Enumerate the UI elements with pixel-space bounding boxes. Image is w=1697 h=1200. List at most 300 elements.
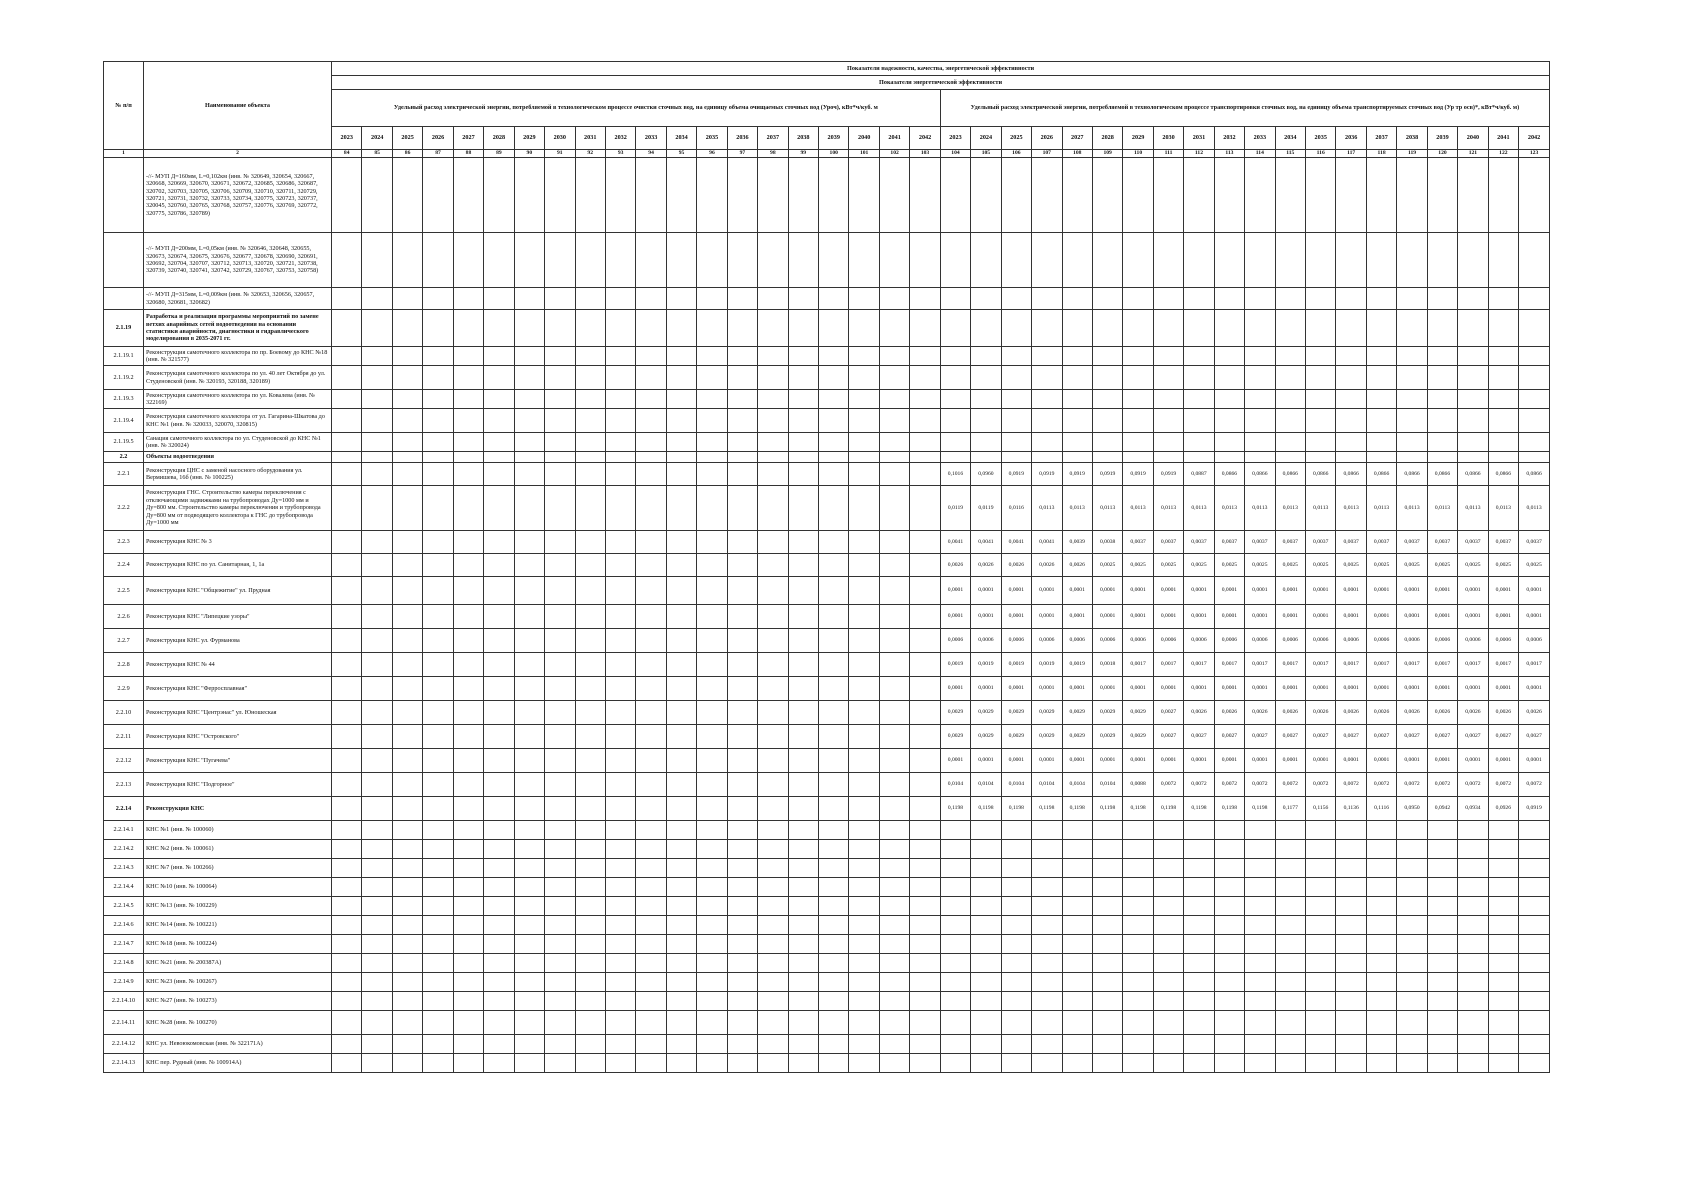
transport-value-cell: 0,0950 xyxy=(1397,797,1427,821)
treatment-value-cell xyxy=(666,701,696,725)
table-row xyxy=(104,1035,1550,1054)
transport-value-cell xyxy=(940,916,970,935)
treatment-value-cell xyxy=(849,347,879,366)
treatment-value-cell xyxy=(697,433,727,452)
treatment-value-cell xyxy=(758,859,788,878)
transport-value-cell xyxy=(940,878,970,897)
transport-value-cell: 0,0001 xyxy=(1062,577,1092,605)
treatment-value-cell xyxy=(819,935,849,954)
object-name: Реконструкция КНС "Подгорное" xyxy=(144,773,332,797)
transport-value-cell xyxy=(1123,992,1153,1011)
transport-value-cell xyxy=(1062,158,1092,233)
transport-value-cell xyxy=(1458,288,1488,310)
treatment-value-cell xyxy=(697,288,727,310)
treatment-value-cell xyxy=(879,233,909,288)
treatment-value-cell xyxy=(697,409,727,433)
header-year: 2035 xyxy=(697,127,727,150)
transport-value-cell: 0,0025 xyxy=(1488,554,1518,577)
treatment-value-cell xyxy=(788,749,818,773)
table-row xyxy=(104,897,1550,916)
table-row xyxy=(104,773,1550,797)
transport-value-cell: 0,1198 xyxy=(1184,797,1214,821)
transport-value-cell xyxy=(1427,158,1457,233)
treatment-value-cell xyxy=(666,954,696,973)
transport-value-cell: 0,0025 xyxy=(1427,554,1457,577)
transport-value-cell: 0,0866 xyxy=(1306,463,1336,486)
transport-value-cell: 0,0017 xyxy=(1306,653,1336,677)
row-number: 2.1.19.5 xyxy=(104,433,144,452)
column-number: 116 xyxy=(1306,150,1336,158)
treatment-value-cell xyxy=(362,288,392,310)
treatment-value-cell xyxy=(423,158,453,233)
transport-value-cell xyxy=(1306,433,1336,452)
treatment-value-cell xyxy=(819,347,849,366)
transport-value-cell xyxy=(1153,310,1183,347)
transport-value-cell: 0,0113 xyxy=(1123,486,1153,531)
transport-value-cell: 0,0025 xyxy=(1458,554,1488,577)
treatment-value-cell xyxy=(819,310,849,347)
treatment-value-cell xyxy=(879,1011,909,1035)
treatment-value-cell xyxy=(758,797,788,821)
object-name: Реконструкция КНС ул. Фурманова xyxy=(144,629,332,653)
transport-value-cell xyxy=(1397,310,1427,347)
object-name: Реконструкция самотечного коллектора от ул. Гагарина-Шкатова до КНС №1 (инв. № 320033, 320070, 320815) xyxy=(144,409,332,433)
transport-value-cell xyxy=(1519,409,1550,433)
transport-value-cell xyxy=(1092,366,1122,390)
treatment-value-cell xyxy=(362,973,392,992)
transport-value-cell xyxy=(1366,288,1396,310)
treatment-value-cell xyxy=(666,935,696,954)
treatment-value-cell xyxy=(697,973,727,992)
treatment-value-cell xyxy=(697,554,727,577)
treatment-value-cell xyxy=(423,233,453,288)
transport-value-cell: 0,0072 xyxy=(1488,773,1518,797)
transport-value-cell xyxy=(1123,366,1153,390)
transport-value-cell: 0,0919 xyxy=(1032,463,1062,486)
treatment-value-cell xyxy=(666,821,696,840)
row-number: 2.2.14.11 xyxy=(104,1011,144,1035)
treatment-value-cell xyxy=(788,973,818,992)
transport-value-cell xyxy=(971,973,1001,992)
treatment-value-cell xyxy=(362,859,392,878)
transport-value-cell: 0,0026 xyxy=(1184,701,1214,725)
transport-value-cell xyxy=(1458,433,1488,452)
transport-value-cell xyxy=(1427,821,1457,840)
transport-value-cell xyxy=(1184,992,1214,1011)
transport-value-cell xyxy=(1153,821,1183,840)
treatment-value-cell xyxy=(849,859,879,878)
treatment-value-cell xyxy=(697,773,727,797)
treatment-value-cell xyxy=(484,992,514,1011)
transport-value-cell xyxy=(1214,390,1244,409)
transport-value-cell xyxy=(1032,433,1062,452)
treatment-value-cell xyxy=(910,531,940,554)
transport-value-cell xyxy=(1245,452,1275,463)
transport-value-cell: 0,0006 xyxy=(1032,629,1062,653)
treatment-value-cell xyxy=(727,992,757,1011)
treatment-value-cell xyxy=(727,288,757,310)
column-number: 91 xyxy=(545,150,575,158)
treatment-value-cell xyxy=(636,859,666,878)
transport-value-cell: 0,0027 xyxy=(1306,725,1336,749)
treatment-value-cell xyxy=(332,677,362,701)
transport-value-cell xyxy=(1062,1054,1092,1073)
treatment-value-cell xyxy=(636,1011,666,1035)
treatment-value-cell xyxy=(453,821,483,840)
transport-value-cell xyxy=(1214,158,1244,233)
header-year: 2029 xyxy=(514,127,544,150)
treatment-value-cell xyxy=(758,749,788,773)
transport-value-cell: 0,0026 xyxy=(1214,701,1244,725)
treatment-value-cell xyxy=(514,992,544,1011)
treatment-value-cell xyxy=(636,954,666,973)
treatment-value-cell xyxy=(605,366,635,390)
transport-value-cell xyxy=(1214,366,1244,390)
transport-value-cell xyxy=(1092,992,1122,1011)
treatment-value-cell xyxy=(545,859,575,878)
treatment-value-cell xyxy=(697,347,727,366)
treatment-value-cell xyxy=(332,840,362,859)
transport-value-cell xyxy=(1123,840,1153,859)
transport-value-cell: 0,0887 xyxy=(1184,463,1214,486)
table-row xyxy=(104,878,1550,897)
treatment-value-cell xyxy=(636,973,666,992)
treatment-value-cell xyxy=(758,158,788,233)
treatment-value-cell xyxy=(484,233,514,288)
transport-value-cell xyxy=(940,821,970,840)
transport-value-cell: 0,0001 xyxy=(1092,577,1122,605)
header-year: 2040 xyxy=(1458,127,1488,150)
header-year: 2038 xyxy=(788,127,818,150)
treatment-value-cell xyxy=(605,486,635,531)
transport-value-cell: 0,0027 xyxy=(1397,725,1427,749)
transport-value-cell xyxy=(1366,310,1396,347)
treatment-value-cell xyxy=(910,463,940,486)
treatment-value-cell xyxy=(636,452,666,463)
treatment-value-cell xyxy=(788,158,818,233)
transport-value-cell xyxy=(1245,1054,1275,1073)
transport-value-cell xyxy=(1062,288,1092,310)
transport-value-cell xyxy=(1032,1054,1062,1073)
treatment-value-cell xyxy=(788,531,818,554)
transport-value-cell: 0,0017 xyxy=(1275,653,1305,677)
transport-value-cell: 0,0026 xyxy=(1488,701,1518,725)
treatment-value-cell xyxy=(514,629,544,653)
transport-value-cell: 0,0001 xyxy=(940,749,970,773)
treatment-value-cell xyxy=(392,797,422,821)
treatment-value-cell xyxy=(697,486,727,531)
transport-value-cell xyxy=(940,366,970,390)
treatment-value-cell xyxy=(788,347,818,366)
transport-value-cell xyxy=(1062,233,1092,288)
table-row xyxy=(104,653,1550,677)
transport-value-cell xyxy=(1032,288,1062,310)
object-name: Реконструкция КНС "Островского" xyxy=(144,725,332,749)
treatment-value-cell xyxy=(392,701,422,725)
transport-value-cell xyxy=(1184,1011,1214,1035)
transport-value-cell xyxy=(1397,366,1427,390)
treatment-value-cell xyxy=(423,859,453,878)
header-group-transport: Удельный расход электрической энергии, потребляемой в технологическом процессе транспортировки сточных вод, на единицу объема транспортируемых сточных вод (Ур тр осв)*, кВт*ч/куб. м) xyxy=(940,90,1549,127)
treatment-value-cell xyxy=(514,897,544,916)
treatment-value-cell xyxy=(879,463,909,486)
transport-value-cell xyxy=(1427,390,1457,409)
treatment-value-cell xyxy=(575,452,605,463)
transport-value-cell xyxy=(1123,878,1153,897)
treatment-value-cell xyxy=(666,653,696,677)
transport-value-cell xyxy=(1306,233,1336,288)
treatment-value-cell xyxy=(849,463,879,486)
treatment-value-cell xyxy=(605,935,635,954)
transport-value-cell xyxy=(1001,347,1031,366)
transport-value-cell xyxy=(1366,840,1396,859)
transport-value-cell xyxy=(1306,390,1336,409)
transport-value-cell: 0,0001 xyxy=(1245,577,1275,605)
treatment-value-cell xyxy=(788,840,818,859)
column-number: 112 xyxy=(1184,150,1214,158)
treatment-value-cell xyxy=(423,629,453,653)
treatment-value-cell xyxy=(423,463,453,486)
treatment-value-cell xyxy=(849,677,879,701)
treatment-value-cell xyxy=(758,577,788,605)
transport-value-cell xyxy=(1245,973,1275,992)
treatment-value-cell xyxy=(332,797,362,821)
treatment-value-cell xyxy=(819,773,849,797)
treatment-value-cell xyxy=(392,1054,422,1073)
treatment-value-cell xyxy=(788,390,818,409)
treatment-value-cell xyxy=(819,897,849,916)
treatment-value-cell xyxy=(819,390,849,409)
treatment-value-cell xyxy=(879,954,909,973)
transport-value-cell xyxy=(1092,935,1122,954)
table-row xyxy=(104,452,1550,463)
treatment-value-cell xyxy=(575,878,605,897)
transport-value-cell xyxy=(1488,433,1518,452)
row-number: 2.2.14.13 xyxy=(104,1054,144,1073)
transport-value-cell: 0,0037 xyxy=(1306,531,1336,554)
treatment-value-cell xyxy=(727,954,757,973)
transport-value-cell: 0,0025 xyxy=(1336,554,1366,577)
treatment-value-cell xyxy=(332,390,362,409)
transport-value-cell xyxy=(1214,897,1244,916)
transport-value-cell xyxy=(1062,409,1092,433)
treatment-value-cell xyxy=(879,840,909,859)
transport-value-cell xyxy=(1184,916,1214,935)
treatment-value-cell xyxy=(727,390,757,409)
transport-value-cell: 0,0866 xyxy=(1366,463,1396,486)
treatment-value-cell xyxy=(605,840,635,859)
transport-value-cell: 0,0001 xyxy=(1397,677,1427,701)
transport-value-cell: 0,0072 xyxy=(1245,773,1275,797)
transport-value-cell xyxy=(1366,859,1396,878)
transport-value-cell xyxy=(1458,158,1488,233)
treatment-value-cell xyxy=(453,773,483,797)
transport-value-cell xyxy=(1153,1011,1183,1035)
treatment-value-cell xyxy=(758,701,788,725)
transport-value-cell xyxy=(1427,916,1457,935)
treatment-value-cell xyxy=(484,797,514,821)
object-name: КНС №18 (инв. № 100224) xyxy=(144,935,332,954)
transport-value-cell: 0,0113 xyxy=(1153,486,1183,531)
treatment-value-cell xyxy=(879,310,909,347)
treatment-value-cell xyxy=(453,897,483,916)
header-year: 2041 xyxy=(1488,127,1518,150)
transport-value-cell: 0,0026 xyxy=(940,554,970,577)
transport-value-cell: 0,0001 xyxy=(1275,749,1305,773)
treatment-value-cell xyxy=(666,233,696,288)
header-year: 2032 xyxy=(1214,127,1244,150)
header-year: 2035 xyxy=(1306,127,1336,150)
column-number: 120 xyxy=(1427,150,1457,158)
transport-value-cell xyxy=(1153,233,1183,288)
treatment-value-cell xyxy=(605,531,635,554)
treatment-value-cell xyxy=(545,840,575,859)
treatment-value-cell xyxy=(666,859,696,878)
treatment-value-cell xyxy=(392,840,422,859)
header-col-name: Наименование объекта xyxy=(144,62,332,150)
row-number: 2.1.19.3 xyxy=(104,390,144,409)
row-number: 2.2.14 xyxy=(104,797,144,821)
treatment-value-cell xyxy=(575,1054,605,1073)
treatment-value-cell xyxy=(636,366,666,390)
treatment-value-cell xyxy=(666,1035,696,1054)
treatment-value-cell xyxy=(392,1011,422,1035)
header-year: 2041 xyxy=(879,127,909,150)
transport-value-cell xyxy=(1032,233,1062,288)
transport-value-cell xyxy=(940,859,970,878)
treatment-value-cell xyxy=(697,366,727,390)
treatment-value-cell xyxy=(453,452,483,463)
transport-value-cell xyxy=(1458,366,1488,390)
treatment-value-cell xyxy=(910,577,940,605)
transport-value-cell xyxy=(1275,897,1305,916)
treatment-value-cell xyxy=(362,916,392,935)
treatment-value-cell xyxy=(605,701,635,725)
treatment-value-cell xyxy=(514,701,544,725)
header-year: 2023 xyxy=(332,127,362,150)
object-name: Реконструкция ЦНС с заменой насосного оборудования ул. Вермишева, 16б (инв. № 100225) xyxy=(144,463,332,486)
header-year: 2026 xyxy=(1032,127,1062,150)
treatment-value-cell xyxy=(484,433,514,452)
transport-value-cell: 0,0017 xyxy=(1336,653,1366,677)
treatment-value-cell xyxy=(575,554,605,577)
transport-value-cell xyxy=(1214,973,1244,992)
row-number: 2.2.8 xyxy=(104,653,144,677)
transport-value-cell: 0,0017 xyxy=(1519,653,1550,677)
transport-value-cell xyxy=(1336,409,1366,433)
transport-value-cell xyxy=(1123,158,1153,233)
transport-value-cell xyxy=(1488,409,1518,433)
transport-value-cell xyxy=(1123,433,1153,452)
treatment-value-cell xyxy=(910,677,940,701)
treatment-value-cell xyxy=(910,992,940,1011)
treatment-value-cell xyxy=(392,916,422,935)
transport-value-cell: 0,1198 xyxy=(940,797,970,821)
treatment-value-cell xyxy=(697,310,727,347)
treatment-value-cell xyxy=(605,859,635,878)
treatment-value-cell xyxy=(666,366,696,390)
treatment-value-cell xyxy=(697,531,727,554)
treatment-value-cell xyxy=(636,840,666,859)
transport-value-cell xyxy=(1488,347,1518,366)
transport-value-cell: 0,0001 xyxy=(1153,677,1183,701)
treatment-value-cell xyxy=(484,629,514,653)
transport-value-cell xyxy=(1366,954,1396,973)
row-number: 2.2.4 xyxy=(104,554,144,577)
transport-value-cell: 0,0037 xyxy=(1366,531,1396,554)
treatment-value-cell xyxy=(849,288,879,310)
treatment-value-cell xyxy=(453,486,483,531)
treatment-value-cell xyxy=(362,725,392,749)
transport-value-cell: 0,0017 xyxy=(1458,653,1488,677)
transport-value-cell: 0,0001 xyxy=(1336,605,1366,629)
transport-value-cell xyxy=(1275,935,1305,954)
treatment-value-cell xyxy=(819,840,849,859)
row-number: 2.2.11 xyxy=(104,725,144,749)
transport-value-cell xyxy=(1306,452,1336,463)
treatment-value-cell xyxy=(666,463,696,486)
transport-value-cell: 0,0025 xyxy=(1519,554,1550,577)
transport-value-cell: 0,0942 xyxy=(1427,797,1457,821)
treatment-value-cell xyxy=(849,577,879,605)
transport-value-cell: 0,0006 xyxy=(1214,629,1244,653)
treatment-value-cell xyxy=(362,878,392,897)
treatment-value-cell xyxy=(545,725,575,749)
transport-value-cell: 0,0025 xyxy=(1366,554,1396,577)
row-number xyxy=(104,233,144,288)
transport-value-cell: 0,0001 xyxy=(1336,749,1366,773)
transport-value-cell: 0,1116 xyxy=(1366,797,1396,821)
transport-value-cell xyxy=(971,897,1001,916)
transport-value-cell: 0,0037 xyxy=(1397,531,1427,554)
treatment-value-cell xyxy=(332,749,362,773)
treatment-value-cell xyxy=(575,409,605,433)
transport-value-cell: 0,0037 xyxy=(1519,531,1550,554)
transport-value-cell xyxy=(1092,452,1122,463)
treatment-value-cell xyxy=(666,878,696,897)
transport-value-cell: 0,0017 xyxy=(1153,653,1183,677)
treatment-value-cell xyxy=(666,310,696,347)
treatment-value-cell xyxy=(849,233,879,288)
treatment-value-cell xyxy=(514,821,544,840)
transport-value-cell xyxy=(1488,452,1518,463)
treatment-value-cell xyxy=(727,366,757,390)
treatment-value-cell xyxy=(423,677,453,701)
transport-value-cell xyxy=(1214,347,1244,366)
transport-value-cell xyxy=(1488,158,1518,233)
table-row xyxy=(104,935,1550,954)
treatment-value-cell xyxy=(636,797,666,821)
treatment-value-cell xyxy=(605,773,635,797)
treatment-value-cell xyxy=(392,577,422,605)
treatment-value-cell xyxy=(423,1011,453,1035)
transport-value-cell xyxy=(1184,390,1214,409)
transport-value-cell: 0,0001 xyxy=(1214,677,1244,701)
transport-value-cell xyxy=(1153,954,1183,973)
transport-value-cell xyxy=(1245,840,1275,859)
treatment-value-cell xyxy=(362,677,392,701)
transport-value-cell xyxy=(1458,897,1488,916)
table-row xyxy=(104,840,1550,859)
treatment-value-cell xyxy=(453,629,483,653)
treatment-value-cell xyxy=(332,653,362,677)
treatment-value-cell xyxy=(819,605,849,629)
treatment-value-cell xyxy=(332,701,362,725)
transport-value-cell xyxy=(1062,973,1092,992)
treatment-value-cell xyxy=(819,677,849,701)
treatment-value-cell xyxy=(423,1054,453,1073)
treatment-value-cell xyxy=(605,878,635,897)
